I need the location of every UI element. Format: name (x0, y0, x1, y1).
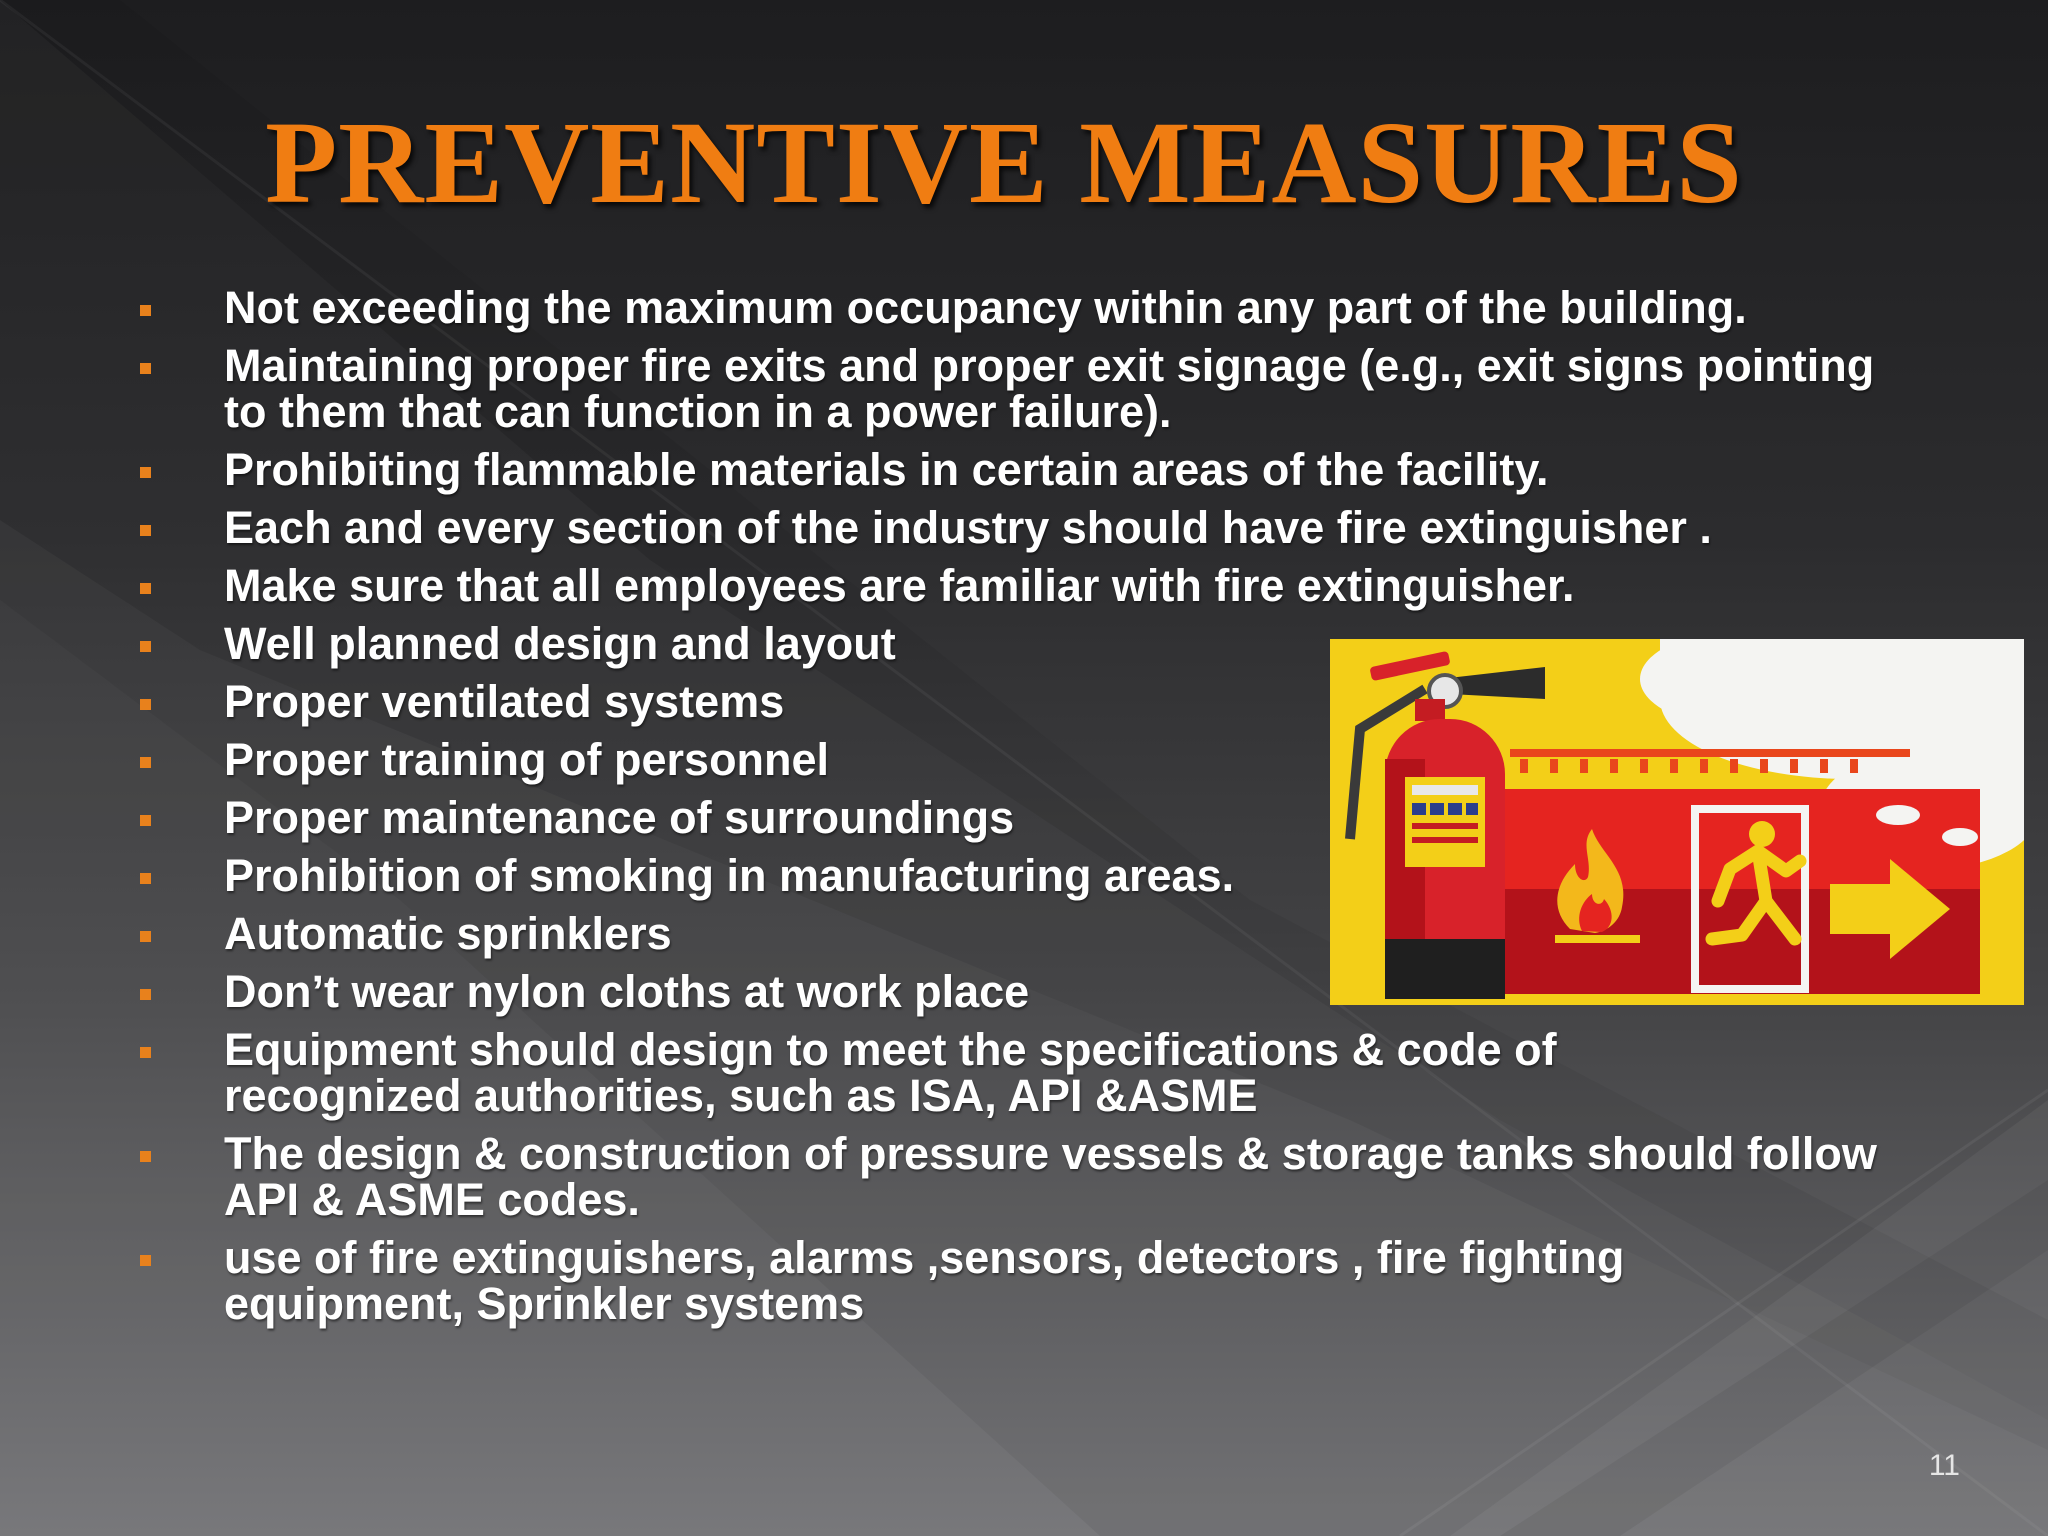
bullet-marker (140, 641, 151, 652)
bullet-marker (140, 989, 151, 1000)
fire-safety-art (1330, 639, 2024, 1005)
bullet-marker (140, 699, 151, 710)
list-item-text: Automatic sprinklers (224, 908, 672, 959)
list-item (0, 1232, 2048, 1329)
bullet-marker (140, 1047, 151, 1058)
list-item (0, 1128, 2048, 1225)
list-item-text: The design & construction of pressure vessels & storage tanks should follow API & ASME codes. (224, 1128, 1877, 1225)
bullet-marker (140, 583, 151, 594)
bullet-marker (140, 525, 151, 536)
bullet-marker (140, 815, 151, 826)
bullet-marker (140, 1255, 151, 1266)
list-item-text: Don’t wear nylon cloths at work place (224, 966, 1030, 1017)
list-item (0, 502, 2048, 553)
bullet-marker (140, 363, 151, 374)
list-item-text: Prohibiting flammable materials in certain areas of the facility. (224, 444, 1549, 495)
list-item-text: use of fire extinguishers, alarms ,sensors, detectors , fire fighting equipment, Sprinkler systems (224, 1232, 1625, 1329)
bullet-marker (140, 873, 151, 884)
page-number: 11 (1928, 1449, 1960, 1482)
list-item (0, 1024, 2048, 1121)
list-item-text: Well planned design and layout (224, 618, 896, 669)
bullet-marker (140, 931, 151, 942)
list-item-text: Proper ventilated systems (224, 676, 785, 727)
bullet-marker (140, 1151, 151, 1162)
list-item (0, 340, 2048, 437)
list-item (0, 560, 2048, 611)
list-item-text: Each and every section of the industry should have fire extinguisher . (224, 502, 1712, 553)
list-item-text: Prohibition of smoking in manufacturing areas. (224, 850, 1235, 901)
fire-safety-illustration (1330, 639, 2024, 1005)
bullet-marker (140, 467, 151, 478)
list-item-text: Proper training of personnel (224, 734, 830, 785)
list-item-text: Make sure that all employees are familiar with fire extinguisher. (224, 560, 1575, 611)
list-item-text: Not exceeding the maximum occupancy within any part of the building. (224, 282, 1747, 333)
slide-title: PREVENTIVE MEASURES (265, 97, 1743, 228)
list-item (0, 282, 2048, 333)
list-item-text: Equipment should design to meet the specifications & code of recognized authorities, such as ISA, API &ASME (224, 1024, 1557, 1121)
list-item (0, 444, 2048, 495)
bullet-marker (140, 305, 151, 316)
list-item-text: Maintaining proper fire exits and proper exit signage (e.g., exit signs pointing to them that can function in a power failure). (224, 340, 1875, 437)
bullet-marker (140, 757, 151, 768)
list-item-text: Proper maintenance of surroundings (224, 792, 1015, 843)
